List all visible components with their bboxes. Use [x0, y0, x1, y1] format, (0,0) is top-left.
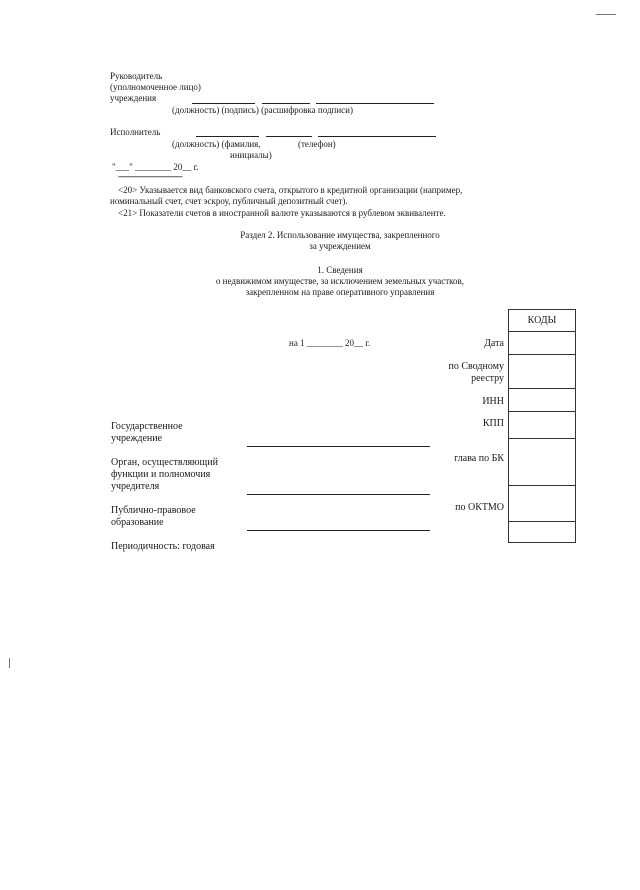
field-institution-line1: Государственное [111, 421, 183, 432]
executor-name-line [266, 136, 312, 137]
date-line: "___" ________ 20__ г. [112, 162, 199, 172]
codes-header: КОДЫ [509, 310, 576, 332]
label-svodny-line2: реестру [471, 373, 504, 384]
field-periodicity: Периодичность: годовая [111, 541, 215, 552]
field-organ-line2: функции и полномочия [111, 469, 211, 480]
executor-label: Исполнитель [110, 127, 161, 137]
head-title-line3: учреждения [110, 93, 157, 103]
label-kpp: КПП [482, 418, 504, 429]
code-cell-oktmo[interactable] [509, 486, 576, 522]
codes-table [508, 309, 576, 543]
organ-input-line[interactable] [247, 494, 430, 495]
section-title-line2: за учреждением [309, 241, 371, 251]
head-name-line [316, 103, 434, 104]
executor-phone-caption: (телефон) [298, 139, 336, 149]
code-cell-kpp[interactable] [509, 412, 576, 439]
head-title-line2: (уполномоченное лицо) [110, 82, 201, 92]
field-public-line1: Публично-правовое [111, 505, 196, 516]
code-cell-inn[interactable] [509, 389, 576, 412]
executor-position-line [196, 136, 259, 137]
codes-header-row [509, 310, 576, 332]
code-cell-date[interactable] [509, 332, 576, 355]
subsection-title-line3: закрепленном на праве оперативного управления [245, 287, 435, 297]
codes-row-oktmo [509, 486, 576, 522]
footnote-20-line2: номинальный счет, счет эскроу, публичный депозитный счет). [110, 196, 348, 206]
field-institution-line2: учреждение [111, 433, 163, 444]
label-svodny-line1: по Сводному [448, 361, 504, 372]
label-inn: ИНН [482, 396, 504, 407]
field-organ-line1: Орган, осуществляющий [111, 457, 218, 468]
codes-row-glava [509, 439, 576, 486]
executor-phone-line [318, 136, 436, 137]
public-input-line[interactable] [247, 530, 430, 531]
head-position-line [192, 103, 255, 104]
scan-mark-left [9, 658, 10, 668]
institution-input-line[interactable] [247, 446, 430, 447]
executor-initials-caption: инициалы) [230, 150, 272, 160]
head-signature-captions: (должность) (подпись) (расшифровка подписи) [172, 105, 353, 115]
code-cell-svodny[interactable] [509, 355, 576, 389]
scan-mark-top-right [596, 14, 616, 15]
head-signature-line [262, 103, 310, 104]
label-oktmo: по ОКТМО [455, 502, 504, 513]
codes-row-inn [509, 389, 576, 412]
section-title-line1: Раздел 2. Использование имущества, закрепленного [240, 230, 440, 240]
label-date: Дата [484, 338, 504, 349]
codes-row-period [509, 522, 576, 543]
field-public-line2: образование [111, 517, 164, 528]
codes-row-svodny [509, 355, 576, 389]
footnote-20-line1: <20> Указывается вид банковского счета, открытого в кредитной организации (например, [118, 185, 463, 195]
subsection-title-line2: о недвижимом имуществе, за исключением земельных участков, [215, 276, 465, 286]
codes-row-kpp [509, 412, 576, 439]
label-glava: глава по БК [454, 453, 504, 464]
separator-dashes: -------------------------------- [118, 171, 182, 181]
footnote-21: <21> Показатели счетов в иностранной валюте указываются в рублевом эквиваленте. [118, 208, 446, 218]
code-cell-glava[interactable] [509, 439, 576, 486]
executor-captions: (должность) (фамилия, [172, 139, 261, 149]
codes-row-date [509, 332, 576, 355]
head-title-line1: Руководитель [110, 71, 163, 81]
code-cell-period[interactable] [509, 522, 576, 543]
as-of-date: на 1 ________ 20__ г. [289, 338, 371, 348]
subsection-title-line1: 1. Сведения [317, 265, 363, 275]
field-organ-line3: учредителя [111, 481, 160, 492]
